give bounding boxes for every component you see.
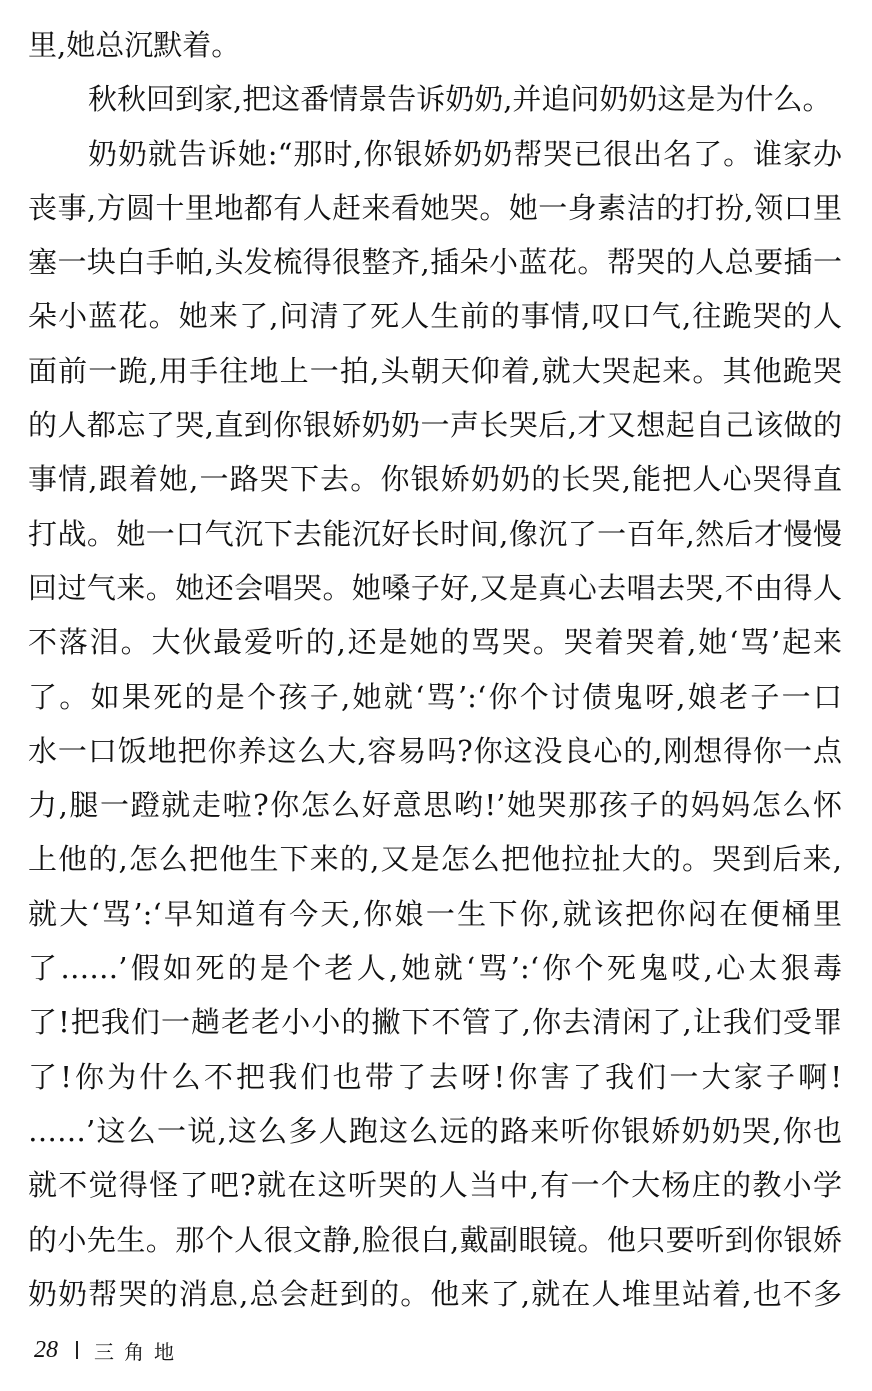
text-line: 回过气来。她还会唱哭。她嗓子好,又是真心去唱去哭,不由得人 (28, 570, 842, 605)
text-line: ……’这么一说,这么多人跑这么远的路来听你银娇奶奶哭,你也 (28, 1113, 842, 1148)
text-line: 力,腿一蹬就走啦?你怎么好意思哟!’她哭那孩子的妈妈怎么怀 (28, 788, 842, 823)
text-line: 就大‘骂’:‘早知道有今天,你娘一生下你,就该把你闷在便桶里 (28, 896, 842, 931)
text-line: 了……’假如死的是个老人,她就‘骂’:‘你个死鬼哎,心太狠毒 (28, 951, 842, 986)
page-number: 28 (34, 1336, 58, 1363)
text-line: 上他的,怎么把他生下来的,又是怎么把他拉扯大的。哭到后来, (28, 842, 842, 877)
text-line: 丧事,方圆十里地都有人赶来看她哭。她一身素洁的打扮,领口里 (28, 190, 842, 225)
page-footer (34, 1334, 184, 1366)
text-line: 塞一块白手帕,头发梳得很整齐,插朵小蓝花。帮哭的人总要插一 (28, 245, 842, 280)
text-line: 奶奶就告诉她:“那时,你银娇奶奶帮哭已很出名了。谁家办 (88, 136, 842, 171)
text-line: 打战。她一口气沉下去能沉好长时间,像沉了一百年,然后才慢慢 (28, 516, 842, 551)
text-line: 面前一跪,用手往地上一拍,头朝天仰着,就大哭起来。其他跪哭 (28, 353, 842, 388)
text-line: 了。如果死的是个孩子,她就‘骂’:‘你个讨债鬼呀,娘老子一口 (28, 679, 842, 714)
text-line: 了!你为什么不把我们也带了去呀!你害了我们一大家子啊! (28, 1059, 842, 1094)
footer-divider (76, 1341, 78, 1359)
section-name: 三角地 (94, 1339, 184, 1364)
text-line: 朵小蓝花。她来了,问清了死人生前的事情,叹口气,往跪哭的人 (28, 299, 842, 334)
text-line: 里,她总沉默着。 (28, 28, 241, 62)
text-line: 的小先生。那个人很文静,脸很白,戴副眼镜。他只要听到你银娇 (28, 1222, 842, 1257)
text-line: 水一口饭地把你养这么大,容易吗?你这没良心的,刚想得你一点 (28, 733, 842, 768)
text-line: 奶奶帮哭的消息,总会赶到的。他来了,就在人堆里站着,也不多 (28, 1276, 842, 1311)
text-line: 秋秋回到家,把这番情景告诉奶奶,并追问奶奶这是为什么。 (88, 82, 832, 117)
text-line: 就不觉得怪了吧?就在这听哭的人当中,有一个大杨庄的教小学 (28, 1168, 842, 1203)
text-line: 不落泪。大伙最爱听的,还是她的骂哭。哭着哭着,她‘骂’起来 (28, 625, 842, 660)
text-line: 了!把我们一趟老老小小的撇下不管了,你去清闲了,让我们受罪 (28, 1005, 842, 1040)
body-text (28, 18, 842, 1321)
text-line: 的人都忘了哭,直到你银娇奶奶一声长哭后,才又想起自己该做的 (28, 408, 842, 443)
text-line: 事情,跟着她,一路哭下去。你银娇奶奶的长哭,能把人心哭得直 (28, 462, 842, 497)
